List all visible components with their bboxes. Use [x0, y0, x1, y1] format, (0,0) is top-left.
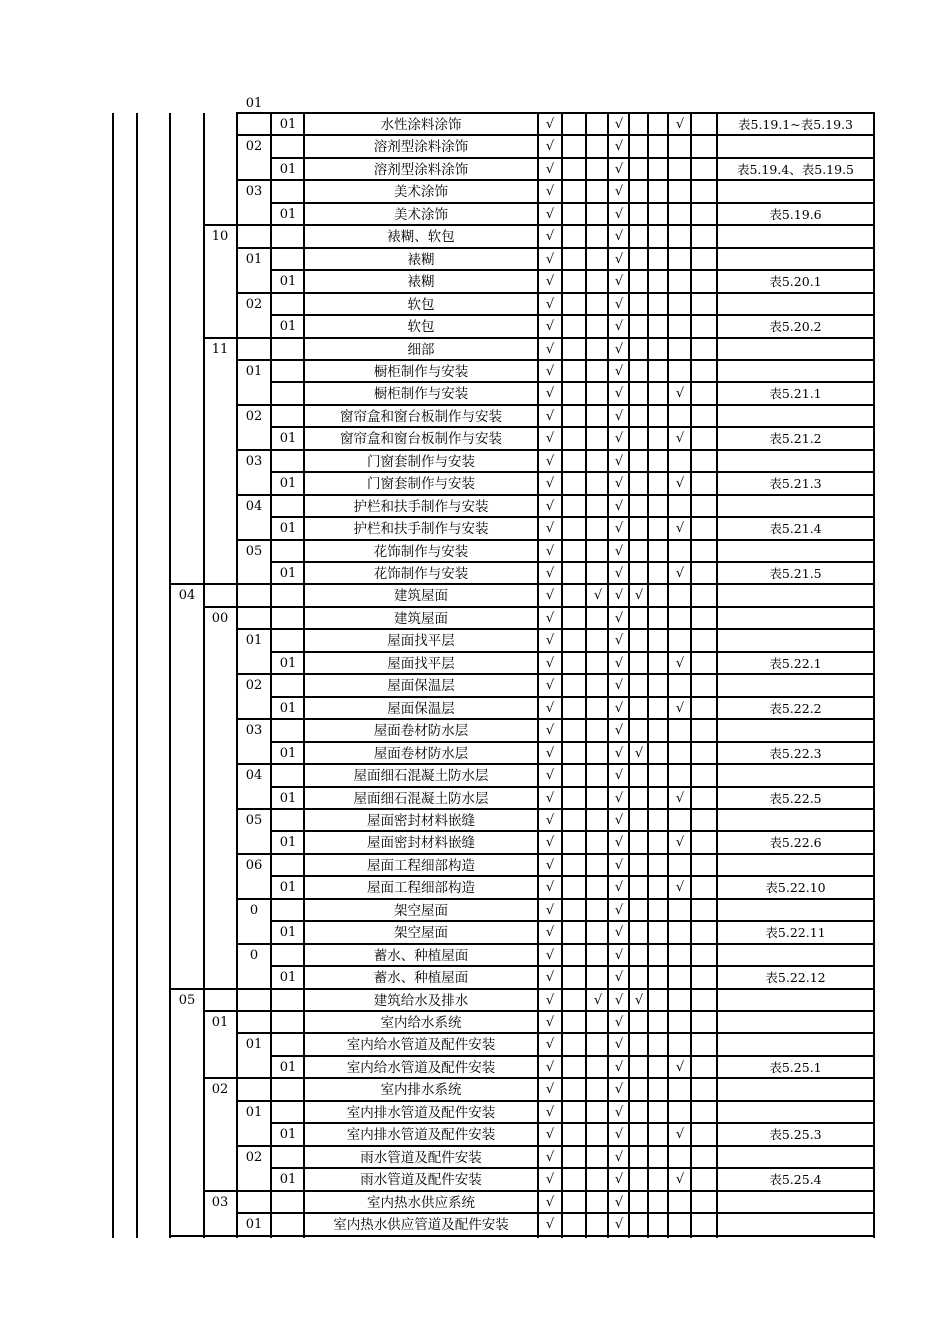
- check-mark: √: [675, 655, 685, 671]
- level4-code: 01: [279, 790, 297, 806]
- level3-code: 01: [245, 1037, 263, 1053]
- level4-code: 01: [279, 319, 297, 335]
- check-mark: √: [614, 184, 624, 200]
- level4-code: 01: [279, 1059, 297, 1075]
- check-mark: √: [545, 947, 555, 963]
- level3-code: 03: [245, 723, 263, 739]
- check-mark: √: [614, 431, 624, 447]
- check-mark: √: [675, 790, 685, 806]
- check-mark: √: [675, 521, 685, 537]
- level4-code: 01: [279, 476, 297, 492]
- level3-code: 03: [245, 184, 263, 200]
- level4-code: 01: [279, 206, 297, 222]
- table-reference: 表5.21.5: [769, 566, 822, 581]
- item-name: 橱柜制作与安装: [373, 363, 469, 380]
- check-mark: √: [675, 431, 685, 447]
- check-mark: √: [675, 566, 685, 581]
- check-mark: √: [545, 588, 555, 604]
- check-mark: √: [614, 543, 624, 559]
- level4-code: 01: [279, 970, 297, 986]
- pre-row-code: 01: [245, 96, 263, 111]
- check-mark: √: [545, 745, 555, 761]
- item-name: 室内排水管道及配件安装: [346, 1127, 496, 1144]
- table-reference: 表5.22.12: [765, 970, 826, 986]
- level3-code: 05: [245, 543, 263, 559]
- level4-code: 01: [279, 431, 297, 447]
- item-name: 软包: [407, 296, 435, 313]
- check-mark: √: [545, 1037, 555, 1053]
- left-border-line: [136, 113, 138, 1238]
- item-name: 花饰制作与安装: [373, 566, 469, 582]
- check-mark: √: [545, 812, 555, 828]
- level4-code: 01: [279, 880, 297, 896]
- check-mark: √: [545, 521, 555, 537]
- check-mark: √: [634, 992, 644, 1008]
- check-mark: √: [545, 498, 555, 514]
- level3-code: 02: [245, 408, 263, 424]
- left-border-line: [112, 113, 114, 1238]
- check-mark: √: [614, 1194, 624, 1210]
- item-name: 溶剂型涂料涂饰: [373, 161, 469, 178]
- check-mark: √: [545, 1194, 555, 1210]
- level3-code: 05: [245, 812, 263, 828]
- check-mark: √: [545, 610, 555, 626]
- check-mark: √: [614, 745, 624, 761]
- check-mark: √: [634, 588, 644, 604]
- check-mark: √: [614, 835, 624, 851]
- check-mark: √: [545, 453, 555, 469]
- item-name: 美术涂饰: [394, 184, 448, 201]
- item-name: 架空屋面: [394, 925, 448, 942]
- check-mark: √: [614, 723, 624, 739]
- table-reference: 表5.21.2: [769, 431, 822, 447]
- check-mark: √: [614, 117, 624, 132]
- check-mark: √: [675, 1172, 685, 1188]
- item-name: 溶剂型涂料涂饰: [373, 139, 469, 156]
- check-mark: √: [545, 790, 555, 806]
- check-mark: √: [614, 1149, 624, 1165]
- item-name: 室内给水管道及配件安装: [346, 1037, 496, 1054]
- item-name: 室内热水供应管道及配件安装: [333, 1217, 509, 1234]
- check-mark: √: [545, 835, 555, 851]
- grid-column-line: [585, 113, 587, 1238]
- level4-code: 01: [279, 161, 297, 177]
- check-mark: √: [545, 1149, 555, 1165]
- check-mark: √: [545, 363, 555, 379]
- check-mark: √: [614, 588, 624, 604]
- check-mark: √: [545, 857, 555, 873]
- check-mark: √: [614, 678, 624, 694]
- table-reference: 表5.22.6: [769, 835, 822, 851]
- check-mark: √: [545, 229, 555, 245]
- check-mark: √: [614, 1104, 624, 1120]
- check-mark: √: [614, 857, 624, 873]
- level1-code: 04: [178, 588, 196, 604]
- check-mark: √: [614, 880, 624, 896]
- grid-column-line: [561, 113, 563, 1238]
- check-mark: √: [545, 386, 555, 402]
- level2-code: 11: [211, 341, 229, 357]
- check-mark: √: [614, 1217, 624, 1233]
- item-name: 屋面密封材料嵌缝: [367, 835, 475, 852]
- level3-code: 03: [245, 453, 263, 469]
- item-name: 窗帘盒和窗台板制作与安装: [340, 408, 502, 425]
- check-mark: √: [614, 229, 624, 245]
- item-name: 水性涂料涂饰: [380, 117, 462, 133]
- item-name: 门窗套制作与安装: [367, 453, 475, 470]
- check-mark: √: [675, 476, 685, 492]
- item-name: 架空屋面: [394, 902, 448, 919]
- check-mark: √: [614, 386, 624, 402]
- check-mark: √: [614, 812, 624, 828]
- level4-code: 01: [279, 655, 297, 671]
- table-reference: 表5.19.4、表5.19.5: [736, 161, 855, 177]
- level3-code: 0: [249, 947, 259, 963]
- check-mark: √: [545, 139, 555, 155]
- item-name: 屋面卷材防水层: [373, 723, 469, 740]
- level3-code: 02: [245, 1149, 263, 1165]
- item-name: 门窗套制作与安装: [367, 476, 475, 493]
- check-mark: √: [614, 476, 624, 492]
- check-mark: √: [545, 161, 555, 177]
- level3-code: 02: [245, 139, 263, 155]
- level4-code: 01: [279, 521, 297, 537]
- check-mark: √: [614, 947, 624, 963]
- level3-code: 04: [245, 768, 263, 784]
- table-reference: 表5.22.1: [769, 655, 822, 671]
- check-mark: √: [675, 880, 685, 896]
- item-name: 屋面细石混凝土防水层: [353, 790, 489, 807]
- level4-code: 01: [279, 700, 297, 716]
- table-reference: 表5.21.3: [769, 476, 822, 492]
- level3-code: 0: [249, 902, 259, 918]
- level4-code: 01: [279, 566, 297, 581]
- table-reference: 表5.22.3: [769, 745, 822, 761]
- item-name: 裱糊: [407, 274, 435, 291]
- check-mark: √: [545, 655, 555, 671]
- item-name: 美术涂饰: [394, 206, 448, 223]
- item-name: 屋面密封材料嵌缝: [367, 812, 475, 829]
- check-mark: √: [545, 251, 555, 267]
- check-mark: √: [545, 184, 555, 200]
- level4-code: 01: [279, 1127, 297, 1143]
- check-mark: √: [545, 296, 555, 312]
- grid-column-line: [647, 113, 649, 1238]
- check-mark: √: [675, 1127, 685, 1143]
- table-reference: 表5.25.3: [769, 1127, 822, 1143]
- item-name: 建筑屋面: [394, 588, 448, 605]
- item-name: 雨水管道及配件安装: [360, 1149, 482, 1166]
- check-mark: √: [614, 768, 624, 784]
- item-name: 裱糊、软包: [387, 229, 455, 246]
- check-mark: √: [614, 341, 624, 357]
- check-mark: √: [545, 543, 555, 559]
- level3-code: 01: [245, 251, 263, 267]
- table-reference: 表5.22.5: [769, 790, 822, 806]
- check-mark: √: [634, 745, 644, 761]
- check-mark: √: [614, 700, 624, 716]
- check-mark: √: [614, 1037, 624, 1053]
- level2-code: 03: [211, 1194, 229, 1210]
- check-mark: √: [545, 341, 555, 357]
- check-mark: √: [614, 363, 624, 379]
- item-name: 屋面工程细部构造: [367, 880, 475, 897]
- check-mark: √: [545, 723, 555, 739]
- level4-code: 01: [279, 745, 297, 761]
- check-mark: √: [614, 1082, 624, 1098]
- table-reference: 表5.19.1~表5.19.3: [738, 117, 853, 132]
- item-name: 室内排水系统: [380, 1082, 462, 1099]
- check-mark: √: [614, 1127, 624, 1143]
- check-mark: √: [614, 274, 624, 290]
- check-mark: √: [545, 1015, 555, 1030]
- check-mark: √: [545, 700, 555, 716]
- table-reference: 表5.20.1: [769, 274, 822, 290]
- check-mark: √: [545, 880, 555, 896]
- check-mark: √: [545, 925, 555, 941]
- check-mark: √: [614, 319, 624, 335]
- item-name: 花饰制作与安装: [373, 543, 469, 560]
- item-name: 护栏和扶手制作与安装: [353, 521, 489, 538]
- check-mark: √: [545, 1127, 555, 1143]
- check-mark: √: [545, 1217, 555, 1233]
- item-name: 室内给水管道及配件安装: [346, 1059, 496, 1076]
- level3-code: 01: [245, 1217, 263, 1233]
- check-mark: √: [545, 633, 555, 649]
- table-reference: 表5.25.1: [769, 1059, 822, 1075]
- check-mark: √: [614, 453, 624, 469]
- level4-code: 01: [279, 274, 297, 290]
- check-mark: √: [545, 566, 555, 581]
- item-name: 窗帘盒和窗台板制作与安装: [340, 431, 502, 448]
- check-mark: √: [614, 790, 624, 806]
- item-name: 室内热水供应系统: [367, 1194, 475, 1211]
- table-reference: 表5.20.2: [769, 319, 822, 335]
- item-name: 屋面找平层: [387, 633, 455, 650]
- level3-code: 01: [245, 633, 263, 649]
- grid-column-line: [873, 113, 875, 1238]
- check-mark: √: [675, 117, 685, 132]
- check-mark: √: [614, 633, 624, 649]
- table-reference: 表5.21.1: [769, 386, 822, 402]
- level1-code: 05: [178, 992, 196, 1008]
- level3-code: 01: [245, 1104, 263, 1120]
- level4-code: 01: [279, 835, 297, 851]
- item-name: 屋面细石混凝土防水层: [353, 768, 489, 785]
- check-mark: √: [614, 161, 624, 177]
- level2-code: 01: [211, 1015, 229, 1030]
- level1-column-line: [169, 113, 171, 1238]
- check-mark: √: [545, 1172, 555, 1188]
- item-name: 屋面卷材防水层: [373, 745, 469, 762]
- level4-code: 01: [279, 117, 297, 132]
- level3-code: 06: [245, 857, 263, 873]
- item-name: 室内给水系统: [380, 1015, 462, 1031]
- level3-code: 04: [245, 498, 263, 514]
- check-mark: √: [545, 1104, 555, 1120]
- check-mark: √: [614, 655, 624, 671]
- check-mark: √: [675, 1059, 685, 1075]
- item-name: 蓄水、种植屋面: [373, 970, 469, 987]
- check-mark: √: [614, 206, 624, 222]
- check-mark: √: [545, 678, 555, 694]
- check-mark: √: [614, 139, 624, 155]
- check-mark: √: [614, 902, 624, 918]
- check-mark: √: [614, 408, 624, 424]
- item-name: 裱糊: [407, 251, 435, 268]
- check-mark: √: [545, 902, 555, 918]
- item-name: 软包: [407, 319, 435, 336]
- check-mark: √: [614, 498, 624, 514]
- item-name: 建筑屋面: [394, 610, 448, 627]
- check-mark: √: [593, 992, 603, 1008]
- level2-code: 02: [211, 1082, 229, 1098]
- check-mark: √: [675, 700, 685, 716]
- check-mark: √: [545, 476, 555, 492]
- level4-code: 01: [279, 925, 297, 941]
- item-name: 建筑给水及排水: [373, 992, 469, 1009]
- item-name: 雨水管道及配件安装: [360, 1172, 482, 1189]
- table-reference: 表5.22.11: [765, 925, 826, 941]
- check-mark: √: [675, 386, 685, 402]
- item-name: 蓄水、种植屋面: [373, 947, 469, 964]
- check-mark: √: [614, 521, 624, 537]
- check-mark: √: [545, 970, 555, 986]
- level2-code: 10: [211, 229, 229, 245]
- check-mark: √: [545, 274, 555, 290]
- table-reference: 表5.22.10: [765, 880, 826, 896]
- check-mark: √: [545, 431, 555, 447]
- level4-code: 01: [279, 1172, 297, 1188]
- item-name: 屋面保温层: [387, 700, 455, 717]
- item-name: 屋面找平层: [387, 655, 455, 672]
- check-mark: √: [614, 1059, 624, 1075]
- level3-code: 02: [245, 296, 263, 312]
- item-name: 橱柜制作与安装: [373, 386, 469, 403]
- check-mark: √: [545, 206, 555, 222]
- level2-code: 00: [211, 610, 229, 626]
- check-mark: √: [614, 1172, 624, 1188]
- level3-code: 02: [245, 678, 263, 694]
- item-name: 屋面保温层: [387, 678, 455, 695]
- check-mark: √: [614, 296, 624, 312]
- item-name: 室内排水管道及配件安装: [346, 1104, 496, 1121]
- check-mark: √: [545, 117, 555, 132]
- level2-column-line: [203, 113, 205, 1238]
- check-mark: √: [545, 319, 555, 335]
- check-mark: √: [614, 566, 624, 581]
- table-reference: 表5.21.4: [769, 521, 822, 537]
- check-mark: √: [614, 970, 624, 986]
- check-mark: √: [614, 992, 624, 1008]
- check-mark: √: [614, 925, 624, 941]
- check-mark: √: [545, 1082, 555, 1098]
- item-name: 护栏和扶手制作与安装: [353, 498, 489, 515]
- check-mark: √: [614, 251, 624, 267]
- table-reference: 表5.22.2: [769, 700, 822, 716]
- check-mark: √: [614, 610, 624, 626]
- check-mark: √: [675, 835, 685, 851]
- check-mark: √: [545, 408, 555, 424]
- level3-code: 01: [245, 363, 263, 379]
- check-mark: √: [545, 992, 555, 1008]
- table-reference: 表5.19.6: [769, 206, 822, 222]
- check-mark: √: [593, 588, 603, 604]
- table-reference: 表5.25.4: [769, 1172, 822, 1188]
- check-mark: √: [545, 1059, 555, 1075]
- check-mark: √: [545, 768, 555, 784]
- item-name: 屋面工程细部构造: [367, 857, 475, 874]
- check-mark: √: [614, 1015, 624, 1030]
- item-name: 细部: [407, 341, 435, 358]
